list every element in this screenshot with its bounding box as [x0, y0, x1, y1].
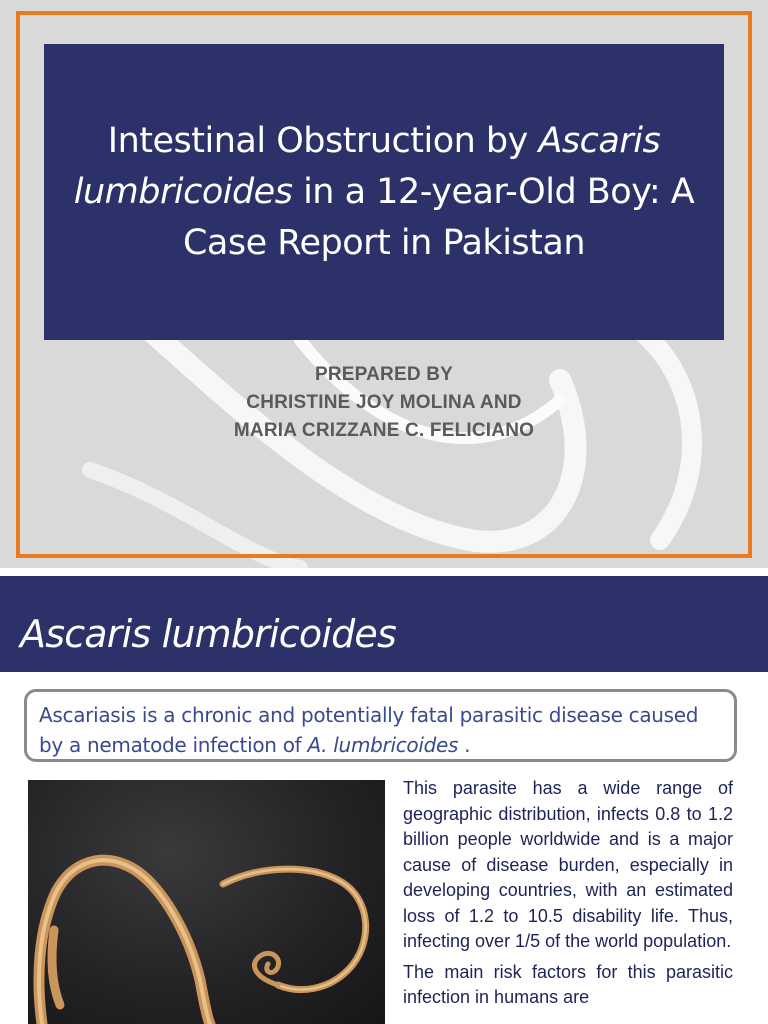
- body-text: [403, 776, 733, 1016]
- title-box: [44, 44, 724, 340]
- prepared-by-label: PREPARED BY: [314, 364, 454, 385]
- section-title: Ascaris lumbricoides: [20, 612, 396, 656]
- prepared-by-block: [44, 361, 724, 445]
- roundworm-image: [28, 780, 385, 1024]
- slide-gap: [0, 568, 768, 576]
- authors-line-1: CHRISTINE JOY MOLINA AND: [246, 392, 522, 413]
- definition-callout: Ascariasis is a chronic and potentially fatal parasitic disease caused by a nematode infection of A. lumbricoides .: [24, 689, 737, 762]
- roundworm-photo: [28, 780, 385, 1024]
- paragraph-1: This parasite has a wide range of geographic distribution, infects 0.8 to 1.2 billion people worldwide and is a major cause of disease burden, especially in developing countries, with an estimated loss of 1.2 to 10.5 disability life. Thus, infecting over 1/5 of the world population.: [403, 778, 733, 951]
- slide-title: Intestinal Obstruction by Ascaris lumbricoides in a 12-year-Old Boy: A Case Report in Pakistan: [73, 120, 695, 263]
- paragraph-2: The main risk factors for this parasitic infection in humans are: [403, 961, 733, 1007]
- authors-line-2: MARIA CRIZZANE C. FELICIANO: [233, 420, 535, 441]
